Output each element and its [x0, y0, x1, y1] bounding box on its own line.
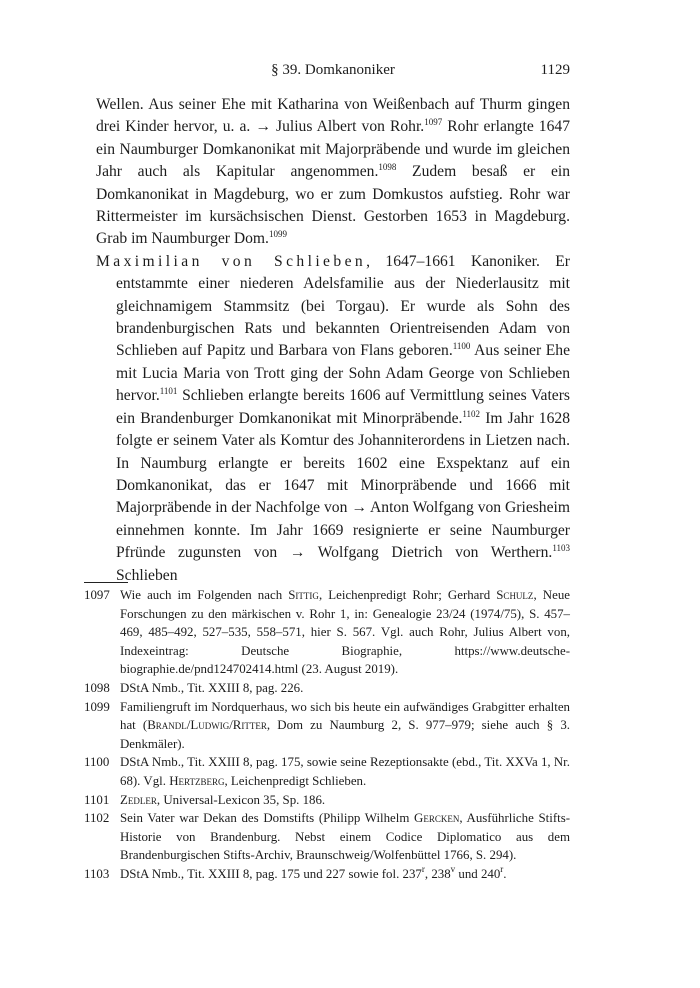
text-run: und 240: [455, 866, 501, 881]
footnote-1101: [84, 791, 570, 810]
text-run: , Leichenpredigt Rohr; Gerhard: [318, 588, 497, 602]
text-run: , Dom zu Naumburg 2, S. 977–979; siehe auch § 3. Denkmäler).: [120, 718, 570, 751]
text-run: , Neue Forschungen zu den märkischen v. Rohr 1, in: Genealogie 23/24 (1974/75), S. 457–469, 485–492, 527–535, 558–571, hier S. 567. Vgl. auch Rohr, Julius Albert von, Indexeintrag: Deutsche Biographie, https://www.deutsche-biographie.de/pnd124702414.html (23. August 2019).: [120, 588, 570, 677]
text-run: Sein Vater war Dekan des Domstifts (Philipp Wilhelm: [120, 811, 415, 826]
footnote-number: 1097: [84, 588, 110, 602]
footnote-ref: 1102: [462, 408, 481, 419]
text-run: , Ausführliche Stifts-Historie von Brandenburg. Nebst einem Codice Diplomatico aus dem Brandenburgischen Stifts-Archiv, Braunschweig/Wolfenbüttel 1766, S. 294).: [120, 811, 570, 863]
footnote-ref: 1098: [378, 162, 397, 173]
footnote-ref: 1100: [452, 341, 471, 352]
text-run: DStA Nmb., Tit. XXIII 8, pag. 226.: [120, 680, 304, 695]
text-run: Wellen. Aus seiner Ehe mit Katharina von Weißenbach auf Thurm gingen drei Kinder hervor, u. a. → Julius Albert von Rohr.: [96, 96, 570, 136]
text-run: Wie auch im Folgenden nach: [120, 588, 289, 602]
paragraph-schlieben: [96, 251, 570, 587]
text-run: Familiengruft im Nordquerhaus, wo sich bis heute ein aufwändiges Grabgitter erhalten hat (: [120, 699, 570, 733]
footnote-1100: [84, 753, 570, 790]
footnote-number: 1101: [84, 792, 110, 807]
text-run: , Leichenpredigt Schlieben.: [224, 773, 367, 788]
text-run: Rohr erlangte 1647 ein Naumburger Domkanonikat mit Majorpräbende und wurde im gleichen Jahr auch als Kapitular angenommen.: [96, 118, 570, 181]
footnote-number: 1098: [84, 680, 110, 695]
author-name: Gercken: [414, 811, 460, 826]
folio-side: v: [450, 863, 456, 874]
footnote-number: 1103: [84, 866, 110, 881]
footnote-ref: 1097: [424, 117, 443, 128]
text-run: DStA Nmb., Tit. XXIII 8, pag. 175 und 227 sowie fol. 237: [120, 866, 422, 881]
paragraph-rohr: [96, 94, 570, 251]
page-number: 1129: [540, 62, 570, 78]
running-head: [96, 62, 570, 82]
text-run: .: [503, 866, 507, 881]
text-run: , 238: [424, 866, 451, 881]
text-run: , Universal-Lexicon 35, Sp. 186.: [156, 792, 326, 807]
folio-side: r: [500, 863, 504, 874]
text-run: Schlieben: [116, 566, 178, 584]
folio-side: r: [421, 863, 425, 874]
footnote-1103: [84, 865, 570, 884]
text-run: , 1647–1661 Kanoniker. Er entstammte einer niederen Adelsfamilie aus der Niederlausitz mit gleichnamigem Stammsitz (bei Torgau). Er wurde als Sohn des brandenburgischen Rats und bekannten Orientreisenden Adam von Schlieben auf Papitz und Barbara von Flans geboren.: [116, 252, 570, 360]
text-run: Aus seiner Ehe mit Lucia Maria von Trott ging der Sohn Adam George von Schlieben hervor.: [116, 342, 570, 405]
footnote-rule: [84, 582, 128, 583]
text-run: DStA Nmb., Tit. XXIII 8, pag. 175, sowie seine Rezeptionsakte (ebd., Tit. XXVa 1, Nr. 68). Vgl.: [120, 755, 570, 788]
footnote-1099: [84, 698, 570, 754]
text-run: Zudem besaß er ein Domkanonikat in Magdeburg, wo er zum Domkustos aufstieg. Rohr war Rittermeister im kursächsischen Dienst. Gestorben 1653 in Magdeburg. Grab im Naumburger Dom.: [96, 163, 570, 248]
footnote-number: 1102: [84, 811, 110, 826]
author-name: Hertzberg: [169, 773, 225, 788]
running-title: § 39. Domkanoniker: [271, 62, 395, 78]
footnote-1102: [84, 809, 570, 865]
author-name: Brandl/Ludwig/Ritter: [147, 718, 267, 733]
author-name: Sittig: [288, 588, 319, 602]
text-run: Schlieben erlangte bereits 1606 auf Vermittlung seines Vaters ein Brandenburger Domkanonikat mit Minorpräbende.: [116, 387, 570, 427]
entry-name: Maximilian von Schlieben: [96, 252, 367, 270]
author-name: Zedler: [120, 792, 157, 807]
footnote-ref: 1101: [159, 386, 178, 397]
footnote-number: 1100: [84, 755, 110, 770]
footnote-number: 1099: [84, 699, 110, 714]
footnote-ref: 1103: [552, 543, 570, 554]
text-run: Im Jahr 1628 folgte er seinem Vater als Komtur des Johanniterordens in Lietzen nach. In Naumburg erlangte er bereits 1602 eine Exspektanz auf ein Domkanonikat, das er 1647 mit Minorpräbende und 1666 mit Majorpräbende in der Nachfolge von → Anton Wolfgang von Griesheim einnehmen konnte. Im Jahr 1669 resignierte er seine Naumburger Pfründe zugunsten von → Wolfgang Dietrich von Werthern.: [116, 409, 570, 562]
main-text: [96, 94, 570, 587]
footnote-1097: [84, 586, 570, 679]
footnotes: [84, 586, 570, 884]
footnote-ref: 1099: [268, 229, 287, 240]
footnote-1098: [84, 679, 570, 698]
author-name: Schulz: [496, 588, 534, 602]
